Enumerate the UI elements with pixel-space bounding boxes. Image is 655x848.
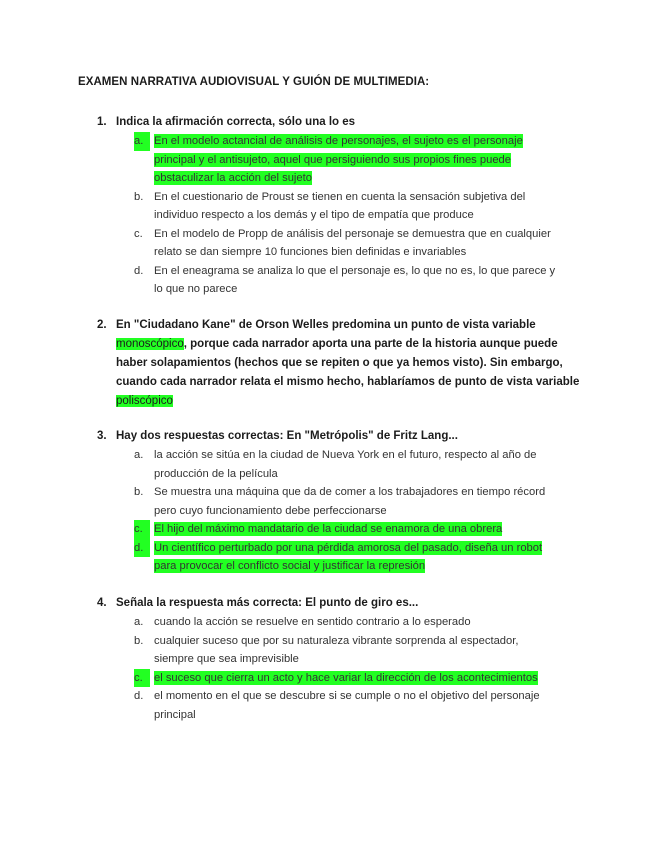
question-text-line <box>116 335 587 354</box>
option-c <box>97 225 587 262</box>
option-a <box>97 613 587 632</box>
option-letter: c. <box>134 227 143 240</box>
question-text: Indica la afirmación correcta, sólo una lo es <box>116 116 356 128</box>
option-text-line: relato se dan siempre 10 funciones bien definidas e invariables <box>154 246 467 258</box>
option-text-line: principal <box>154 708 196 721</box>
option-text-line: En el cuestionario de Proust se tienen en cuenta la sensación subjetiva del <box>154 190 526 203</box>
option-text-line: producción de la película <box>154 467 278 480</box>
question-number: 3. <box>97 430 107 442</box>
option-b <box>97 188 587 225</box>
question-text-line <box>116 392 587 411</box>
question-stem <box>97 427 587 446</box>
options-list <box>97 132 587 299</box>
option-text-line: lo que no parece <box>154 283 238 295</box>
question-text-fragment: , porque cada narrador aporta una parte de la historia aunque puede <box>183 338 558 350</box>
options-list <box>97 446 587 576</box>
option-letter: a. <box>134 449 144 461</box>
option-letter: a. <box>134 132 150 151</box>
question-text-line: cuando cada narrador relata el mismo hecho, hablaríamos de punto de vista variable <box>116 376 580 388</box>
option-text-line: El hijo del máximo mandatario de la ciudad se enamora de una obrera <box>154 523 503 535</box>
option-text-line: En el eneagrama se analiza lo que el personaje es, lo que no es, lo que parece y <box>154 264 556 277</box>
option-text-line: principal y el antisujeto, aquel que persiguiendo sus propios fines puede <box>154 153 511 166</box>
highlighted-answer: poliscópico <box>116 395 173 407</box>
option-a <box>97 446 587 483</box>
option-d <box>97 539 587 576</box>
question-number: 4. <box>97 597 107 609</box>
question-4 <box>97 594 587 724</box>
option-letter: c. <box>134 520 150 539</box>
option-text-line: cuando la acción se resuelve en sentido contrario a lo esperado <box>154 616 471 628</box>
option-letter: b. <box>134 190 144 203</box>
question-text: Hay dos respuestas correctas: En "Metrópolis" de Fritz Lang... <box>116 430 458 442</box>
question-stem <box>97 316 587 411</box>
option-text-line: el momento en el que se descubre si se cumple o no el objetivo del personaje <box>154 690 540 702</box>
option-letter: b. <box>134 634 144 647</box>
option-text-line: cualquier suceso que por su naturaleza vibrante sorprenda al espectador, <box>154 634 519 647</box>
option-c <box>97 520 587 539</box>
option-text-line: Se muestra una máquina que da de comer a los trabajadores en tiempo récord <box>154 486 546 498</box>
option-d <box>97 687 587 724</box>
question-text-line: haber solapamientos (hechos que se repiten o que ya hemos visto). Sin embargo, <box>116 357 563 369</box>
option-letter: d. <box>134 539 150 558</box>
option-letter: d. <box>134 690 144 702</box>
option-text-line: individuo respecto a los demás y el tipo de empatía que produce <box>154 209 474 221</box>
question-2 <box>97 316 587 411</box>
question-stem <box>97 594 587 613</box>
question-1 <box>97 113 587 299</box>
question-stem <box>97 113 587 132</box>
option-text-line: la acción se sitúa en la ciudad de Nueva York en el futuro, respecto al año de <box>154 449 537 461</box>
option-letter: b. <box>134 486 144 498</box>
option-c <box>97 669 587 688</box>
option-letter: c. <box>134 669 150 688</box>
option-b <box>97 483 587 520</box>
option-text-line: para provocar el conflicto social y justificar la represión <box>154 560 426 572</box>
option-letter: d. <box>134 264 144 277</box>
option-letter: a. <box>134 616 144 628</box>
question-text: Señala la respuesta más correcta: El punto de giro es... <box>116 597 419 609</box>
document-title: EXAMEN NARRATIVA AUDIOVISUAL Y GUIÓN DE MULTIMEDIA: <box>78 76 430 88</box>
question-3 <box>97 427 587 576</box>
option-text-line: Un científico perturbado por una pérdida amorosa del pasado, diseña un robot <box>154 541 543 554</box>
options-list <box>97 613 587 724</box>
question-number: 1. <box>97 116 107 128</box>
option-text-line: obstaculizar la acción del sujeto <box>154 172 312 184</box>
option-b <box>97 632 587 669</box>
option-text-line: En el modelo actancial de análisis de personajes, el sujeto es el personaje <box>154 135 523 147</box>
option-text-line: pero cuyo funcionamiento debe perfeccionarse <box>154 504 387 517</box>
question-text-line: En "Ciudadano Kane" de Orson Welles predomina un punto de vista variable <box>116 319 536 331</box>
option-d <box>97 262 587 299</box>
question-number: 2. <box>97 319 107 331</box>
option-text-line: En el modelo de Propp de análisis del personaje se demuestra que en cualquier <box>154 227 551 240</box>
highlighted-answer: monoscópico <box>116 338 184 350</box>
option-a <box>97 132 587 188</box>
option-text-line: el suceso que cierra un acto y hace variar la dirección de los acontecimientos <box>154 671 538 684</box>
option-text-line: siempre que sea imprevisible <box>154 653 299 665</box>
